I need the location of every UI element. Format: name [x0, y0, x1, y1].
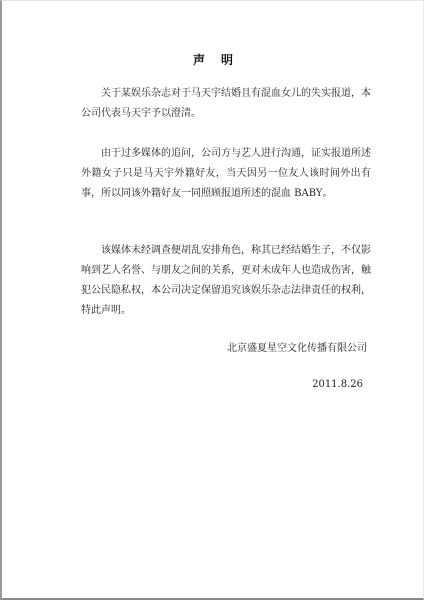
paragraph-clarification: 关于某娱乐杂志对于马天宇结婚且有混血女儿的失实报道，本公司代表马天宇予以澄清。: [81, 88, 371, 119]
document-date: 2011.8.26: [312, 379, 363, 390]
company-signature: 北京盛夏星空文化传播有限公司: [227, 343, 367, 354]
paragraph-explanation: 由于过多媒体的追问，公司方与艺人进行沟通，证实报道所述外籍女子只是马天宇外籍好友，当天因另一位友人该时间外出有事，所以同该外籍好友一同照顾报道所述的混血 BABY。: [81, 148, 371, 199]
paragraph-legal-notice: 该媒体未经调查便胡乱安排角色，称其已经结婚生子，不仅影响到艺人名誉、与朋友之间的关系，更对未成年人也造成伤害，触犯公民隐私权，本公司决定保留追究该娱乐杂志法律责任的权利，特此声明。: [81, 245, 371, 316]
document-title: 声 明: [192, 53, 235, 67]
